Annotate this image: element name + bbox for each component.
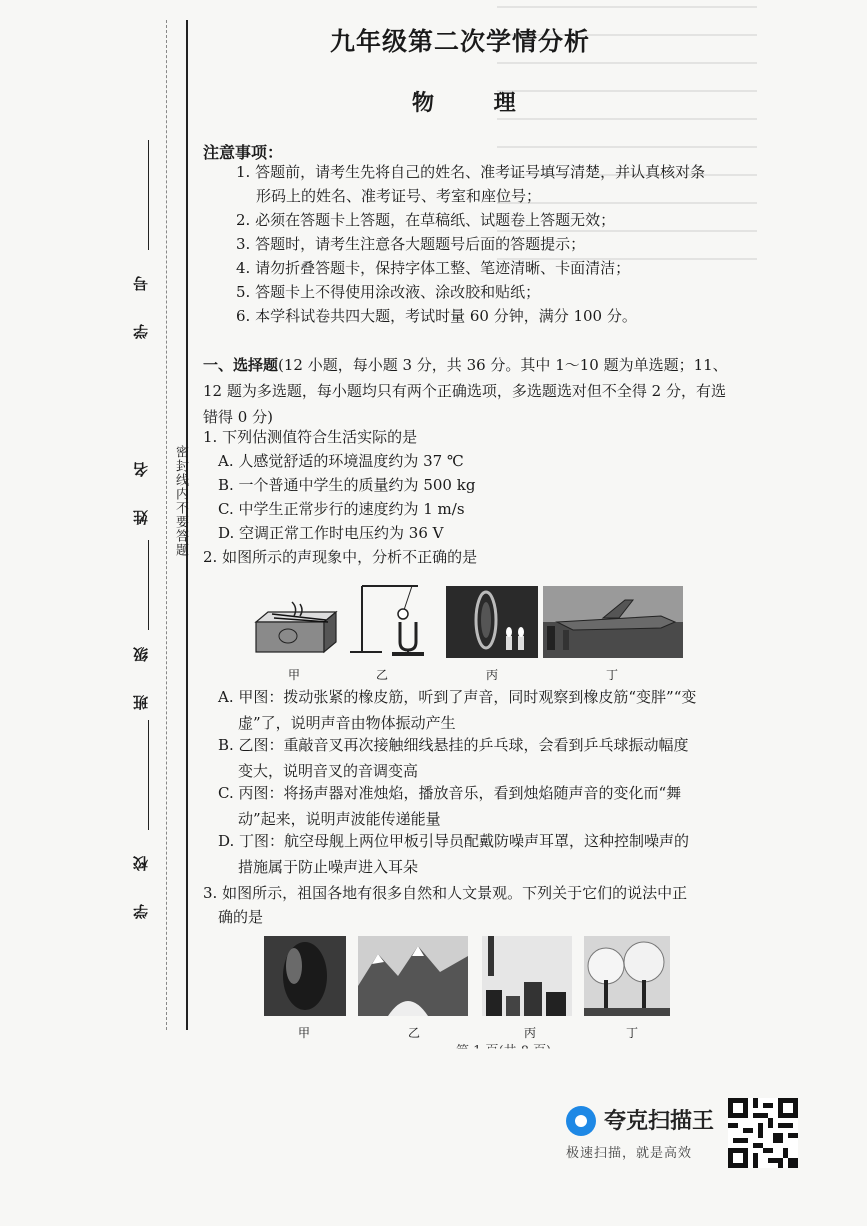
notice-item: 2. 必须在答题卡上答题，在草稿纸、试题卷上答题无效； (236, 211, 616, 229)
question-3-stem: 3. 如图所示，祖国各地有很多自然和人文景观。下列关于它们的说法中正 (203, 884, 688, 902)
exam-title: 九年级第二次学情分析 (330, 27, 591, 56)
notice-item: 1. 答题前，请考生先将自己的姓名、准考证号填写清楚，并认真核对条 (236, 163, 706, 181)
field-label: 学 号 (132, 262, 150, 340)
figure-label-ding: 丁 (606, 668, 619, 682)
class-blank (148, 720, 149, 830)
class-field (120, 633, 160, 713)
school-field (120, 842, 160, 922)
scanner-logo-icon (566, 1106, 596, 1136)
option-line: B. 乙图：重敲音叉再次接触细线悬挂的乒乓球，会看到乒乓球振动幅度 (218, 736, 689, 754)
figure-label-jia: 甲 (298, 1026, 311, 1040)
field-label: 姓 名 (132, 448, 150, 526)
section-heading (203, 352, 728, 430)
speaker-candle-photo (446, 586, 538, 658)
qr-code-icon (728, 1098, 798, 1168)
figure-label-yi: 乙 (376, 668, 389, 682)
name-blank (148, 540, 149, 630)
cave-photo (264, 936, 346, 1016)
question-1-stem: 1. 下列估测值符合生活实际的是 (203, 428, 418, 446)
frost-trees-photo (584, 936, 670, 1016)
student-number-blank (148, 140, 149, 250)
field-label: 班 级 (132, 633, 150, 711)
seal-dashed-line (166, 20, 167, 1030)
q1-option-b: B. 一个普通中学生的质量约为 500 kg (218, 476, 476, 494)
figure-label-yi: 乙 (408, 1026, 421, 1040)
figure-label-bing: 丙 (524, 1026, 537, 1040)
question-3-stem-cont: 确的是 (218, 908, 264, 926)
student-number-field (120, 262, 160, 352)
scanner-brand-name: 夸克扫描王 (604, 1109, 715, 1134)
q2-option-c (218, 780, 728, 832)
question-2-stem: 2. 如图所示的声现象中，分析不正确的是 (203, 548, 478, 566)
figure-label-bing: 丙 (486, 668, 499, 682)
option-line: 变大，说明音叉的音调变高 (238, 762, 419, 780)
seal-warning: 密封线内不要答题 (173, 445, 188, 557)
rubber-band-box-figure (254, 600, 338, 654)
mountain-photo (358, 936, 468, 1016)
notice-item: 5. 答题卡上不得使用涂改液、涂改胶和贴纸； (236, 283, 541, 301)
scanner-slogan: 极速扫描，就是高效 (566, 1146, 693, 1161)
aircraft-carrier-photo (543, 586, 683, 658)
q1-option-a: A. 人感觉舒适的环境温度约为 37 ℃ (218, 452, 464, 470)
section-label: 一、选择题 (203, 356, 279, 374)
option-line: C. 丙图：将扬声器对准烛焰，播放音乐，看到烛焰随声音的变化而“舞 (218, 784, 682, 802)
notice-item: 4. 请勿折叠答题卡，保持字体工整、笔迹清晰、卡面清洁； (236, 259, 631, 277)
figure-label-ding: 丁 (626, 1026, 639, 1040)
option-line: 动”起来，说明声波能传递能量 (238, 810, 441, 828)
option-line: 措施属于防止噪声进入耳朵 (238, 858, 419, 876)
subject-title: 物 理 (412, 90, 542, 116)
notice-heading: 注意事项： (203, 143, 284, 162)
q1-option-c: C. 中学生正常步行的速度约为 1 m/s (218, 500, 465, 518)
field-label: 学 校 (132, 842, 150, 920)
city-fog-photo (482, 936, 572, 1016)
option-line: D. 丁图：航空母舰上两位甲板引导员配戴防噪声耳罩，这种控制噪声的 (218, 832, 690, 850)
q2-option-a (218, 684, 728, 736)
tuning-fork-pingpong-figure (342, 578, 438, 656)
notice-item: 形码上的姓名、准考证号、考室和座位号； (256, 187, 542, 205)
option-line: A. 甲图：拨动张紧的橡皮筋，听到了声音，同时观察到橡皮筋“变胖”“变 (218, 688, 697, 706)
notice-item: 6. 本学科试卷共四大题，考试时量 60 分钟，满分 100 分。 (236, 307, 637, 325)
name-field (120, 448, 160, 528)
figure-label-jia: 甲 (288, 668, 301, 682)
q2-option-d (218, 828, 728, 880)
option-line: 虚”了，说明声音由物体振动产生 (238, 714, 456, 732)
notice-item: 3. 答题时，请考生注意各大题题号后面的答题提示； (236, 235, 586, 253)
q2-option-b (218, 732, 728, 784)
section-instructions: (12 小题，每小题 3 分，共 36 分。其中 1～10 题为单选题；11、12 题为多选题，每小题均只有两个正确选项，多选题选对但不全得 2 分，有选错得 0 分) (203, 356, 728, 426)
q1-option-d: D. 空调正常工作时电压约为 36 V (218, 524, 444, 542)
